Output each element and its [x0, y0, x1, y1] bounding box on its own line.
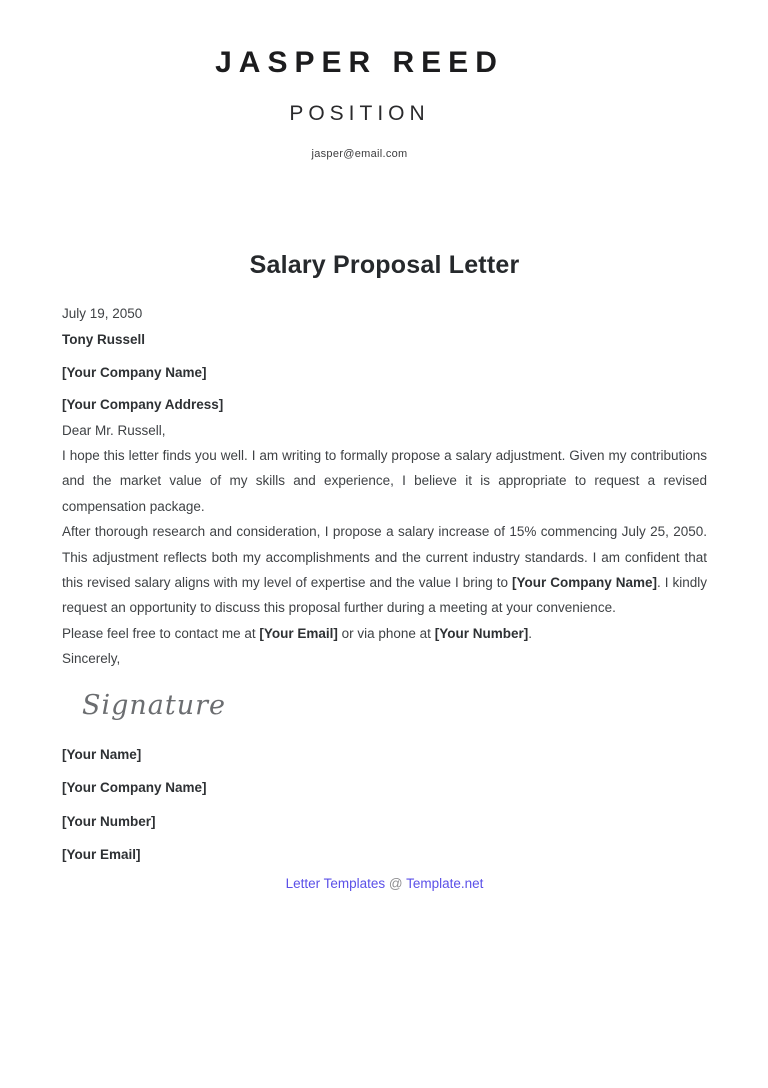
paragraph-1: I hope this letter finds you well. I am writing to formally propose a salary adjustment. Given my contributions and the market value of my skills and experience, I believe it is appropriate to request a revised compensation package.: [62, 448, 707, 514]
signoff-name-placeholder: [Your Name]: [62, 746, 142, 762]
letterhead-name: JASPER REED: [215, 46, 504, 79]
contact-text-end: .: [528, 625, 532, 641]
letter-body: [62, 301, 707, 672]
signoff-email-placeholder: [Your Email]: [62, 846, 141, 862]
signoff-company-placeholder: [Your Company Name]: [62, 780, 207, 796]
paragraph-2-text-end: . I kindly request an opportunity to discuss this proposal further during a meeting at your convenience.: [62, 575, 707, 616]
recipient-address-placeholder: [Your Company Address]: [62, 397, 224, 413]
letterhead-position: POSITION: [289, 102, 430, 125]
letter-date: July 19, 2050: [62, 306, 143, 321]
footer-credit-link[interactable]: [62, 875, 707, 892]
signoff-number-placeholder: [Your Number]: [62, 813, 156, 829]
contact-text-start: Please feel free to contact me at: [62, 625, 260, 641]
footer-site-text[interactable]: Template.net: [406, 876, 484, 892]
letterhead-email: jasper@email.com: [311, 148, 408, 160]
recipient-company-placeholder: [Your Company Name]: [62, 364, 207, 380]
signoff-block: [62, 742, 707, 868]
letter-title: Salary Proposal Letter: [249, 251, 520, 279]
email-placeholder-inline: [Your Email]: [259, 625, 338, 641]
letterhead: [62, 45, 707, 161]
contact-text-middle: or via phone at: [337, 625, 435, 641]
contact-line: [62, 621, 707, 646]
signature-script: Signature: [82, 689, 227, 721]
number-placeholder-inline: [Your Number]: [434, 625, 529, 641]
paragraph-2-text-start: After thorough research and consideration, I propose a salary increase of 15% commencing July 25, 2050. This adjustment reflects both my accomplishments and the current industry standards. I am confident that this revised salary aligns with my level of expertise and the value I bring to: [62, 524, 707, 591]
closing: Sincerely,: [62, 651, 121, 667]
footer-link-text[interactable]: Letter Templates: [285, 876, 386, 892]
company-name-placeholder-inline: [Your Company Name]: [512, 575, 657, 591]
footer-at-separator: @: [388, 876, 403, 892]
salutation: Dear Mr. Russell,: [62, 422, 166, 438]
paragraph-2: [62, 519, 707, 621]
recipient-name: Tony Russell: [62, 332, 146, 348]
